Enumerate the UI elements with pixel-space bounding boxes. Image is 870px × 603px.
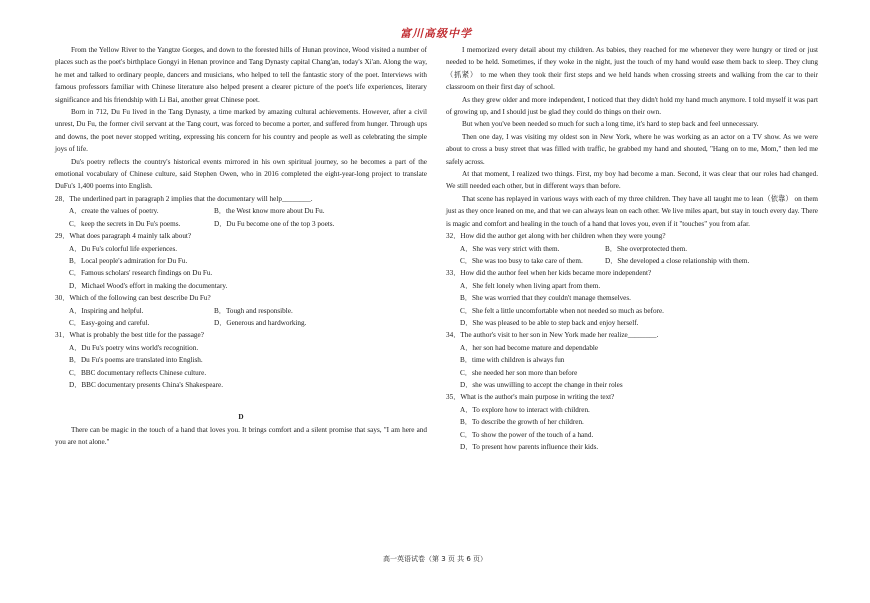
option-d: D．Michael Wood's effort in making the documentary. xyxy=(69,281,228,290)
option-b: B．Tough and responsible. xyxy=(214,306,293,315)
question-35 xyxy=(446,391,818,453)
option-b: B．Du Fu's poems are translated into English. xyxy=(69,356,203,365)
option-a: A．Du Fu's colorful life experiences. xyxy=(69,244,178,253)
option-d: D．she was unwilling to accept the change in their roles xyxy=(460,380,623,389)
question-stem: 29．What does paragraph 4 mainly talk about? xyxy=(55,232,192,241)
option-b: B．Local people's admiration for Du Fu. xyxy=(69,256,188,265)
passage-paragraph: There can be magic in the touch of a hand that loves you. It brings comfort and a silent promise that says, "I am here and you are not alone." xyxy=(55,425,427,447)
option-c: C．She felt a little uncomfortable when not needed so much as before. xyxy=(460,306,664,315)
option-c: C．To show the power of the touch of a hand. xyxy=(460,430,594,439)
option-c: C．Famous scholars' research findings on Du Fu. xyxy=(69,269,213,278)
question-34 xyxy=(446,329,818,391)
option-c: C．Easy-going and careful. xyxy=(69,318,150,327)
option-c: C．She was too busy to take care of them. xyxy=(460,256,583,265)
option-c: C．keep the secrets in Du Fu's poems. xyxy=(69,219,181,228)
passage-paragraph: From the Yellow River to the Yangtze Gorges, and down to the forested hills of Hunan province, Wood visited a number of places such as the poet's birthplace Gongyi in Henan province and Tang Dynasty capital Chang'an, today's Xi'an. Along the way, he met and talked to ordinary people, dancers and musicians, who helped to tell the fantastic story of the poet. Interviews with famous professors familiar with Chinese literature also helped present a clearer picture of the poet's life experiences, literary significance and his friendship with Li Bai, another great Chinese poet. xyxy=(55,46,427,104)
option-a: A．Inspiring and helpful. xyxy=(69,306,144,315)
question-32 xyxy=(446,230,818,267)
option-b: B．the West know more about Du Fu. xyxy=(214,207,325,216)
option-a: A．create the values of poetry. xyxy=(69,207,159,216)
question-33 xyxy=(446,267,818,329)
right-column xyxy=(446,44,818,453)
question-stem: 28．The underlined part in paragraph 2 implies that the documentary will help________. xyxy=(55,194,313,203)
option-d: D．She was pleased to be able to step back and enjoy herself. xyxy=(460,318,639,327)
passage-paragraph: At that moment, I realized two things. First, my boy had become a man. Second, it was clear that our roles had changed. We still needed each other, but in different ways than before. xyxy=(446,170,818,191)
option-a: A．Du Fu's poetry wins world's recognition. xyxy=(69,343,199,352)
passage-paragraph: Du's poetry reflects the country's historical events mirrored in his own spiritual journey, so he becomes a part of the emotional vocabulary of Chinese culture, said Stephen Owen, who in 2016 completed the eight-year-long project to translate DuFu's 1,400 poems into English. xyxy=(55,157,427,191)
question-stem: 33．How did the author feel when her kids became more independent? xyxy=(446,269,652,278)
question-31 xyxy=(55,329,427,391)
option-c: C．BBC documentary reflects Chinese culture. xyxy=(69,368,207,377)
option-c: C．she needed her son more than before xyxy=(460,368,578,377)
question-28 xyxy=(55,193,427,230)
passage-paragraph: Born in 712, Du Fu lived in the Tang Dynasty, a time marked by amazing cultural achievements. However, after a civil unrest, Du Fu, the former civil servant at the Tang court, was forced to become a porter, and suffered from hunger. Through ups and downs, the poet never stopped writing, expressing his concern for his country and people as well as celebrating the simple joys of life. xyxy=(55,108,427,154)
option-d: D．BBC documentary presents China's Shakespeare. xyxy=(69,380,223,389)
option-d: D．To present how parents influence their kids. xyxy=(460,443,599,451)
option-a: A．To explore how to interact with children. xyxy=(460,405,590,414)
option-b: B．To describe the growth of her children. xyxy=(460,418,584,427)
question-stem: 35．What is the author's main purpose in writing the text? xyxy=(446,393,615,402)
section-d-title: D xyxy=(238,413,244,422)
left-column xyxy=(55,44,427,449)
option-b: B．time with children is always fun xyxy=(460,356,565,365)
option-b: B．She was worried that they couldn't manage themselves. xyxy=(460,294,631,303)
passage-paragraph: Then one day, I was visiting my oldest son in New York, where he was working as an actor on a TV show. As we were about to cross a busy street that was filled with traffic, he grabbed my hand and shouted, "Hang on to me, Mom," then led me safely across. xyxy=(446,132,818,166)
question-stem: 31．What is probably the best title for the passage? xyxy=(55,331,204,340)
page-footer: 高一英语试卷（第 3 页 共 6 页） xyxy=(382,555,488,563)
passage-paragraph: That scene has replayed in various ways with each of my three children. They have all taught me to lean（依靠） on them just as they once leaned on me, and that we can always lean on each other. We live miles apart, but stay in touch every day. There is magic and comfort and healing in the touch of a hand that loves you, even if it "touches" you from afar. xyxy=(446,194,818,228)
option-a: A．She felt lonely when living apart from them. xyxy=(460,281,601,290)
question-stem: 30．Which of the following can best describe Du Fu? xyxy=(55,294,211,303)
passage-paragraph: But when you've been needed so much for such a long time, it's hard to step back and feel unnecessary. xyxy=(462,120,759,129)
option-d: D．Du Fu become one of the top 3 poets. xyxy=(214,219,335,228)
option-d: D．She developed a close relationship with them. xyxy=(605,256,750,265)
question-30 xyxy=(55,292,427,329)
passage-paragraph: As they grew older and more independent, I noticed that they didn't hold my hand much anymore. I told myself it was part of growing up, and I should just be glad they could do things on their own. xyxy=(446,95,818,117)
question-stem: 34．The author's visit to her son in New York made her realize________. xyxy=(446,331,659,340)
option-a: A．She was very strict with them. xyxy=(460,244,560,253)
school-watermark: 富川高级中学 xyxy=(400,27,472,40)
option-a: A．her son had become mature and dependable xyxy=(460,343,599,352)
option-b: B．She overprotected them. xyxy=(605,244,688,253)
question-stem: 32．How did the author get along with her children when they were young? xyxy=(446,232,666,241)
option-d: D．Generous and hardworking. xyxy=(214,318,307,327)
passage-paragraph: I memorized every detail about my children. As babies, they reached for me whenever they were hungry or tired or just needed to be held. Sometimes, if they woke in the night, just the touch of my hand would ease them back to sleep. They clung（抓紧） to me when they took their first steps and we held hands when crossing streets and walking from the car to their classroom on their first day of school. xyxy=(446,46,818,92)
question-29 xyxy=(55,230,427,292)
